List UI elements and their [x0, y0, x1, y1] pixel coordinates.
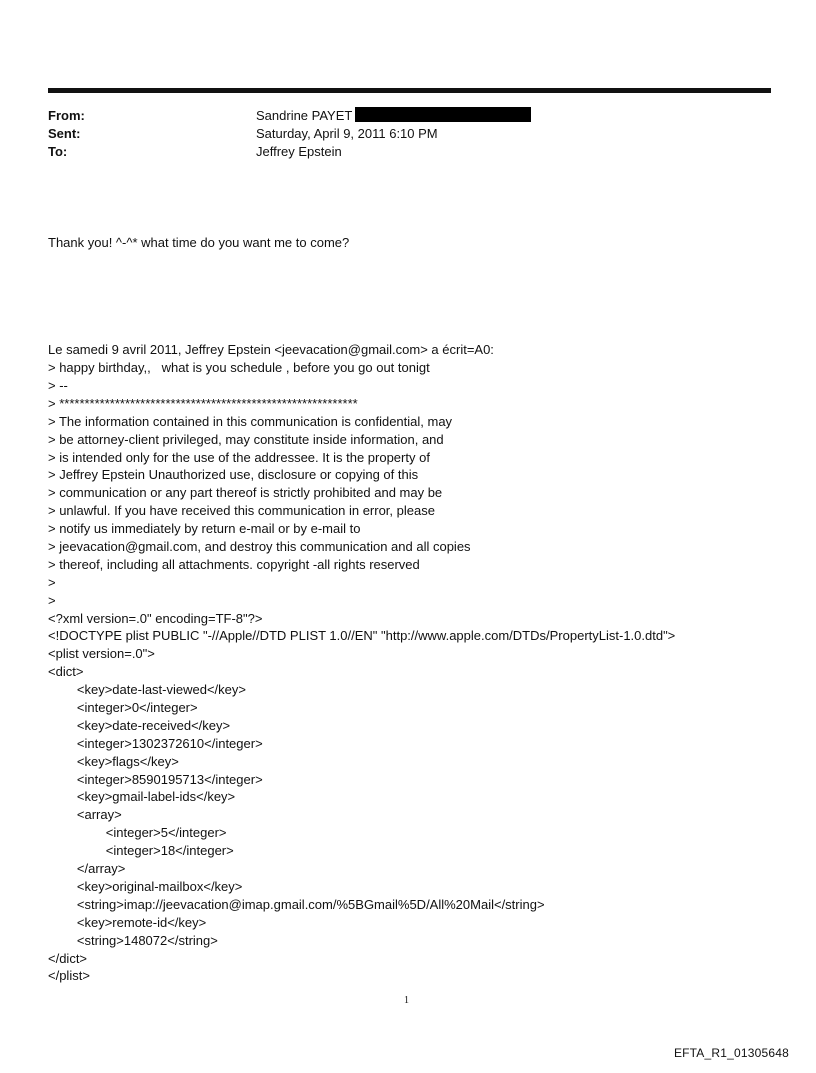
quote-line: > communication or any part thereof is strictly prohibited and may be — [48, 485, 443, 501]
quote-line: <key>remote-id</key> — [48, 914, 207, 930]
quote-line: > *********************************************************** — [48, 395, 358, 411]
from-value: Sandrine PAYET — [256, 108, 353, 123]
quote-line: > The information contained in this communication is confidential, may — [48, 413, 453, 429]
redaction-box — [355, 107, 531, 122]
quote-line: <key>original-mailbox</key> — [48, 878, 243, 894]
quote-line: > be attorney-client privileged, may constitute inside information, and — [48, 431, 444, 447]
quote-line: <integer>8590195713</integer> — [48, 771, 263, 787]
quote-line: > jeevacation@gmail.com, and destroy this communication and all copies — [48, 539, 471, 555]
quote-line: <key>date-last-viewed</key> — [48, 682, 246, 698]
quote-line: <dict> — [48, 664, 84, 680]
quote-line: <!DOCTYPE plist PUBLIC "-//Apple//DTD PLIST 1.0//EN" "http://www.apple.com/DTDs/PropertyList-1.0.dtd"> — [48, 628, 676, 644]
quote-line: > Jeffrey Epstein Unauthorized use, disclosure or copying of this — [48, 467, 419, 483]
quote-line: <?xml version=.0" encoding=TF-8"?> — [48, 610, 263, 626]
header-divider-rule — [48, 88, 771, 93]
quote-line: Le samedi 9 avril 2011, Jeffrey Epstein <jeevacation@gmail.com> a écrit=A0: — [48, 342, 494, 358]
sent-value: Saturday, April 9, 2011 6:10 PM — [256, 126, 438, 141]
quote-line: <key>flags</key> — [48, 753, 179, 769]
from-label: From: — [48, 108, 85, 123]
quote-line: <integer>18</integer> — [48, 843, 234, 859]
quote-line: > — [48, 592, 56, 608]
quote-line: <integer>1302372610</integer> — [48, 735, 263, 751]
quote-line: </array> — [48, 861, 126, 877]
quote-line: <key>date-received</key> — [48, 717, 231, 733]
to-value: Jeffrey Epstein — [256, 144, 342, 159]
reply-line: Thank you! ^-^* what time do you want me to come? — [48, 234, 350, 250]
quote-line: <string>imap://jeevacation@imap.gmail.com/%5BGmail%5D/All%20Mail</string> — [48, 896, 545, 912]
quote-line: <string>148072</string> — [48, 932, 218, 948]
quote-line: > — [48, 574, 56, 590]
quote-line: > unlawful. If you have received this communication in error, please — [48, 503, 435, 519]
email-body — [48, 198, 788, 1003]
quote-line: <array> — [48, 807, 122, 823]
sent-label: Sent: — [48, 126, 81, 141]
quote-line: > -- — [48, 378, 68, 393]
quote-line: <key>gmail-label-ids</key> — [48, 789, 236, 805]
quote-line: > thereof, including all attachments. copyright -all rights reserved — [48, 556, 420, 572]
to-label: To: — [48, 144, 68, 159]
quoted-content — [48, 341, 788, 985]
page-number: 1 — [404, 995, 409, 1006]
paragraph-gap — [48, 288, 788, 306]
quote-line: <integer>0</integer> — [48, 700, 198, 716]
quote-line: </dict> — [48, 950, 88, 966]
quote-line: > happy birthday,, what is you schedule , before you go out tonigt — [48, 360, 430, 376]
quote-line: > is intended only for the use of the addressee. It is the property of — [48, 449, 430, 465]
quote-line: > notify us immediately by return e-mail or by e-mail to — [48, 521, 361, 537]
quote-line: <integer>5</integer> — [48, 825, 227, 841]
from-value-wrapper — [256, 107, 531, 125]
quote-line: <plist version=.0"> — [48, 646, 155, 662]
quote-line: </plist> — [48, 968, 90, 984]
document-id: EFTA_R1_01305648 — [673, 1046, 789, 1060]
